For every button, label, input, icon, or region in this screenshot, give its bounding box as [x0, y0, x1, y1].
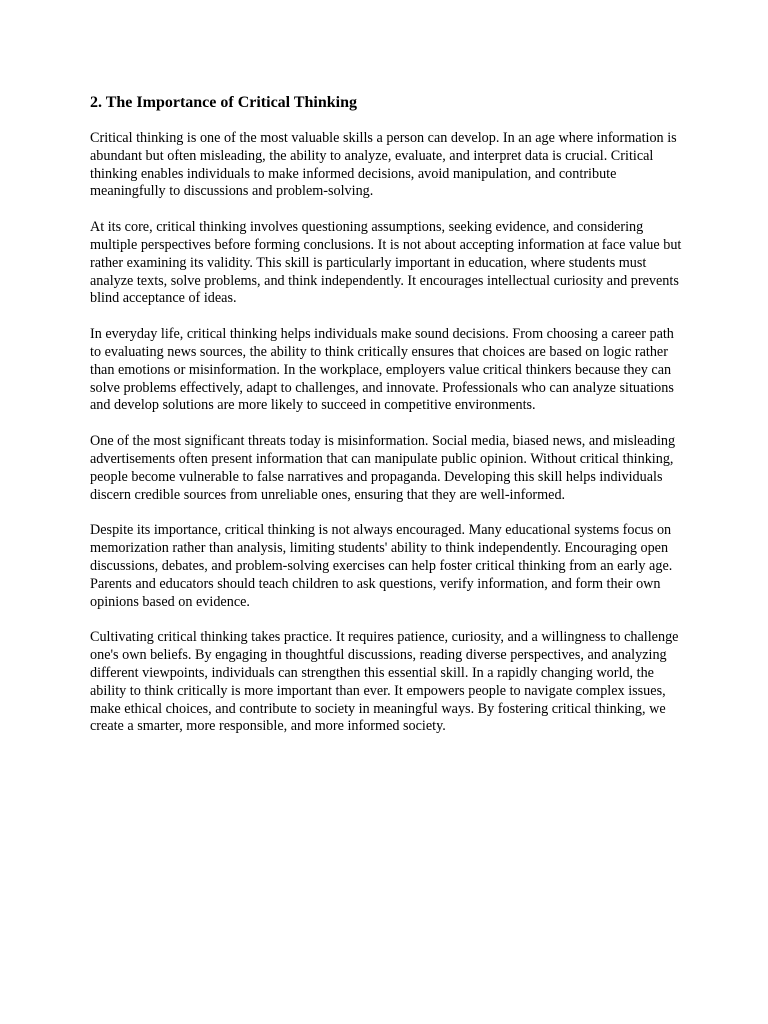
- paragraph-intro: Critical thinking is one of the most valuable skills a person can develop. In an age where information is abundant but often misleading, the ability to analyze, evaluate, and interpret data is crucial. Critical thinking enables individuals to make informed decisions, avoid manipulation, and contribute meaningfully to discussions and problem-solving.: [90, 130, 677, 200]
- document-body: [90, 93, 682, 736]
- paragraph-misinformation: One of the most significant threats today is misinformation. Social media, biased news, and misleading advertisements often present information that can manipulate public opinion. Without critical thinking, people become vulnerable to false narratives and propaganda. Developing this skill helps individuals discern credible sources from unreliable ones, ensuring that they are well-informed.: [90, 433, 676, 503]
- section-heading: 2. The Importance of Critical Thinking: [90, 94, 357, 111]
- paragraph-education: Despite its importance, critical thinking is not always encouraged. Many educational systems focus on memorization rather than analysis, limiting students' ability to think independently. Encouraging open discussions, debates, and problem-solving exercises can help foster critical thinking from an early age. Parents and educators should teach children to ask questions, verify information, and form their own opinions based on evidence.: [90, 522, 673, 610]
- paragraph-core: At its core, critical thinking involves questioning assumptions, seeking evidence, and considering multiple perspectives before forming conclusions. It is not about accepting information at face value but rather examining its validity. This skill is particularly important in education, where students must analyze texts, solve problems, and think independently. It encourages intellectual curiosity and prevents blind acceptance of ideas.: [90, 219, 682, 307]
- paragraph-conclusion: Cultivating critical thinking takes practice. It requires patience, curiosity, and a willingness to challenge one's own beliefs. By engaging in thoughtful discussions, reading diverse perspectives, and analyzing different viewpoints, individuals can strengthen this essential skill. In a rapidly changing world, the ability to think critically is more important than ever. It empowers people to navigate complex issues, make ethical choices, and contribute to society in meaningful ways. By fostering critical thinking, we create a smarter, more responsible, and more informed society.: [90, 629, 679, 735]
- paragraph-everyday-life: In everyday life, critical thinking helps individuals make sound decisions. From choosing a career path to evaluating news sources, the ability to think critically ensures that choices are based on logic rather than emotions or misinformation. In the workplace, employers value critical thinkers because they can solve problems effectively, adapt to challenges, and innovate. Professionals who can analyze situations and develop solutions are more likely to succeed in competitive environments.: [90, 326, 674, 414]
